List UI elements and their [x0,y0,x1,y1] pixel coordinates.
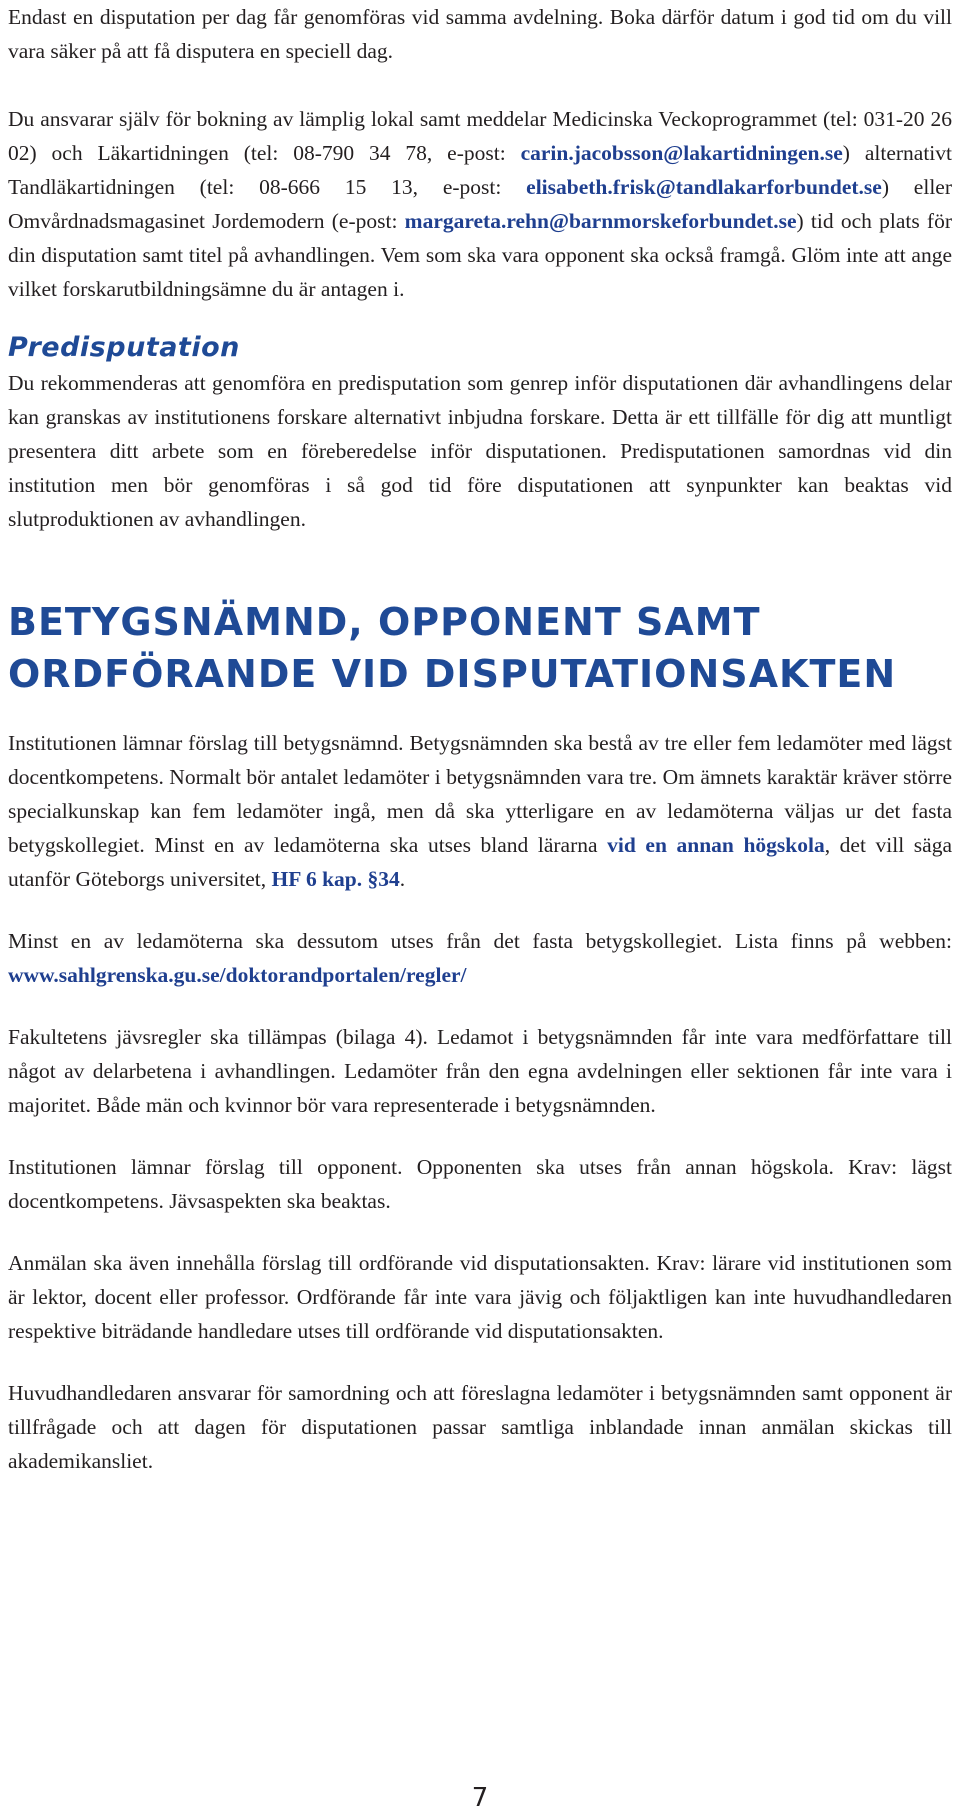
email-link-barnmorskeforbundet[interactable]: margareta.rehn@barnmorskeforbundet.se [404,209,797,233]
text-segment: Institutionen lämnar förslag till betygsnämnd. Betygsnämnden ska bestå av tre eller fem ledamöter med lägst docentkompetens. Normalt bör antalet ledamöter i betygsnämnden vara tre. Om ämnets karaktär kräver större specialkunskap kan fem ledamöter ingå, men då ska ytterligare en av ledamöterna väljas ur det fasta betygskollegiet. Minst en av ledamöterna ska utses bland lärarna [8,731,952,857]
text-segment: ) eller Omvårdnadsmagasinet Jordemodern (e-post: [8,175,952,233]
text-segment: Minst en av ledamöterna ska dessutom utses från det fasta betygskollegiet. Lista finns på webben: [8,929,952,953]
link-doktorandportalen[interactable]: www.sahlgrenska.gu.se/doktorandportalen/regler/ [8,963,467,987]
paragraph-booking-date: Endast en disputation per dag får genomföras vid samma avdelning. Boka därför datum i god tid om du vill vara säker på att få disputera en speciell dag. [8,5,952,63]
paragraph-booking-venue [8,102,952,306]
page-number: 7 [471,1783,489,1813]
paragraph-opponent: Institutionen lämnar förslag till opponent. Opponenten ska utses från annan högskola. Krav: lägst docentkompetens. Jävsaspekten ska beaktas. [8,1155,952,1213]
text-segment: ) tid och plats för din disputation samt titel på avhandlingen. Vem som ska vara opponent ska också framgå. Glöm inte att ange vilket forskarutbildningsämne du är antagen i. [8,209,953,301]
paragraph-betygskollegiet [8,924,952,992]
text-segment: Du ansvarar själv för bokning av lämplig lokal samt meddelar Medicinska Veckoprogrammet (tel: 031-20 26 02) och Läkartidningen (tel: 08-790 34 78, e-post: [8,107,952,165]
paragraph-ordforande: Anmälan ska även innehålla förslag till ordförande vid disputationsakten. Krav: lärare vid institutionen som är lektor, docent eller professor. Ordförande får inte vara jävig och följaktligen kan inte huvudhandledaren respektive biträdande handledare utses till ordförande vid disputationsakten. [8,1251,952,1343]
text-segment: . [399,867,406,891]
link-hf-6-kap[interactable]: HF 6 kap. §34 [271,867,400,891]
section-heading-line-1: BETYGSNÄMND, OPPONENT SAMT [8,600,761,644]
text-segment: , det vill säga utanför Göteborgs universitet, [8,833,952,891]
email-link-lakartidningen[interactable]: carin.jacobsson@lakartidningen.se [520,141,843,165]
paragraph-betygsnamnd [8,726,952,896]
predisputation-heading: Predisputation [8,332,240,363]
paragraph-javsregler: Fakultetens jävsregler ska tillämpas (bilaga 4). Ledamot i betygsnämnden får inte vara medförfattare till något av delarbetena i avhandlingen. Ledamöter från den egna avdelningen eller sektionen får inte vara i majoritet. Både män och kvinnor bör vara representerade i betygsnämnden. [8,1025,952,1117]
text-segment: ) alternativt Tandläkartidningen (tel: 08-666 15 13, e-post: [8,141,952,199]
link-annan-hogskola[interactable]: vid en annan högskola [607,833,825,857]
paragraph-predisputation: Du rekommenderas att genomföra en predisputation som genrep inför disputationen där avhandlingens delar kan granskas av institutionens forskare alternativt inbjudna forskare. Detta är ett tillfälle för dig att muntligt presentera ditt arbete som en föreberedelse inför disputationen. Predisputationen samordnas vid din institution men bör genomföras i så god tid före disputationen att synpunkter kan beaktas vid slutproduktionen av avhandlingen. [8,371,952,531]
document-page [8,0,952,1478]
email-link-tandlakarforbundet[interactable]: elisabeth.frisk@tandlakarforbundet.se [526,175,882,199]
section-heading [8,596,952,700]
paragraph-huvudhandledare: Huvudhandledaren ansvarar för samordning och att föreslagna ledamöter i betygsnämnden samt opponent är tillfrågade och att dagen för disputationen passar samtliga inblandade innan anmälan skickas till akademikansliet. [8,1381,952,1473]
section-heading-line-2: ORDFÖRANDE VID DISPUTATIONSAKTEN [8,652,897,696]
